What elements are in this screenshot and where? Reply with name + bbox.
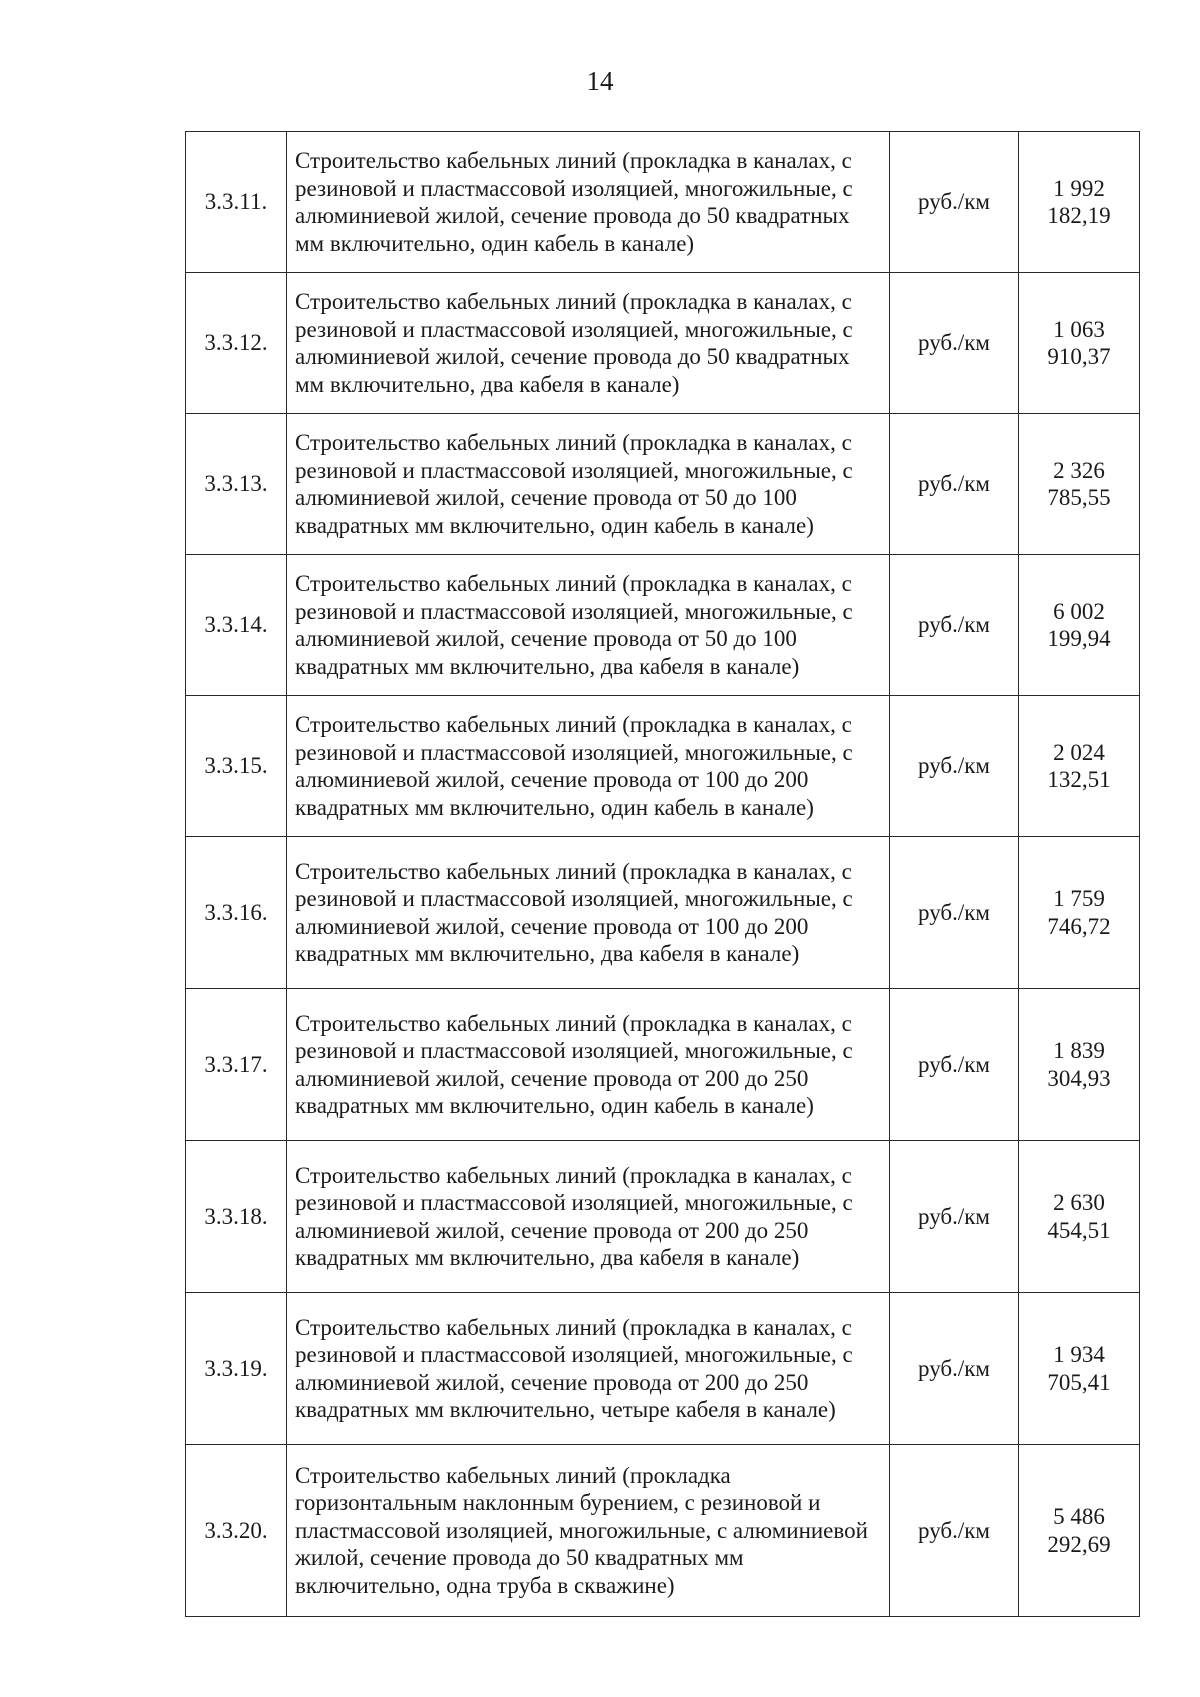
item-description: Строительство кабельных линий (прокладка в каналах, с резиновой и пластмассовой изоляцией, многожильные, с алюминиевой жилой, сечение провода до 50 квадратных мм включительно, два кабеля в канале) bbox=[287, 273, 890, 414]
item-description: Строительство кабельных линий (прокладка в каналах, с резиновой и пластмассовой изоляцией, многожильные, с алюминиевой жилой, сечение провода от 100 до 200 квадратных мм включительно, два кабеля в канале) bbox=[287, 837, 890, 989]
item-unit: руб./км bbox=[890, 273, 1019, 414]
table-row bbox=[186, 989, 1140, 1141]
table-row bbox=[186, 1141, 1140, 1293]
item-description: Строительство кабельных линий (прокладка в каналах, с резиновой и пластмассовой изоляцией, многожильные, с алюминиевой жилой, сечение провода от 50 до 100 квадратных мм включительно, один кабель в канале) bbox=[287, 414, 890, 555]
item-number: 3.3.17. bbox=[186, 989, 287, 1141]
item-unit: руб./км bbox=[890, 837, 1019, 989]
item-description: Строительство кабельных линий (прокладка в каналах, с резиновой и пластмассовой изоляцией, многожильные, с алюминиевой жилой, сечение провода от 100 до 200 квадратных мм включительно, один кабель в канале) bbox=[287, 696, 890, 837]
item-number: 3.3.19. bbox=[186, 1293, 287, 1445]
table-row bbox=[186, 837, 1140, 989]
item-number: 3.3.12. bbox=[186, 273, 287, 414]
item-number: 3.3.11. bbox=[186, 132, 287, 273]
item-number: 3.3.14. bbox=[186, 555, 287, 696]
table-row bbox=[186, 1293, 1140, 1445]
item-unit: руб./км bbox=[890, 1445, 1019, 1617]
item-value: 2 326 785,55 bbox=[1019, 414, 1140, 555]
item-value: 2 630 454,51 bbox=[1019, 1141, 1140, 1293]
item-value: 6 002 199,94 bbox=[1019, 555, 1140, 696]
item-value: 1 759 746,72 bbox=[1019, 837, 1140, 989]
item-unit: руб./км bbox=[890, 696, 1019, 837]
page-number: 14 bbox=[586, 66, 614, 96]
table-row bbox=[186, 696, 1140, 837]
rates-table bbox=[185, 131, 1140, 1617]
item-value: 1 063 910,37 bbox=[1019, 273, 1140, 414]
item-unit: руб./км bbox=[890, 1293, 1019, 1445]
item-description: Строительство кабельных линий (прокладка в каналах, с резиновой и пластмассовой изоляцией, многожильные, с алюминиевой жилой, сечение провода от 200 до 250 квадратных мм включительно, два кабеля в канале) bbox=[287, 1141, 890, 1293]
item-unit: руб./км bbox=[890, 1141, 1019, 1293]
item-number: 3.3.15. bbox=[186, 696, 287, 837]
item-unit: руб./км bbox=[890, 132, 1019, 273]
item-unit: руб./км bbox=[890, 989, 1019, 1141]
item-description: Строительство кабельных линий (прокладка горизонтальным наклонным бурением, с резиновой и пластмассовой изоляцией, многожильные, с алюминиевой жилой, сечение провода до 50 квадратных мм включительно, одна труба в скважине) bbox=[287, 1445, 890, 1617]
item-unit: руб./км bbox=[890, 414, 1019, 555]
item-description: Строительство кабельных линий (прокладка в каналах, с резиновой и пластмассовой изоляцией, многожильные, с алюминиевой жилой, сечение провода до 50 квадратных мм включительно, один кабель в канале) bbox=[287, 132, 890, 273]
table-row bbox=[186, 273, 1140, 414]
item-value: 1 839 304,93 bbox=[1019, 989, 1140, 1141]
table-row bbox=[186, 555, 1140, 696]
item-number: 3.3.18. bbox=[186, 1141, 287, 1293]
item-value: 5 486 292,69 bbox=[1019, 1445, 1140, 1617]
item-description: Строительство кабельных линий (прокладка в каналах, с резиновой и пластмассовой изоляцией, многожильные, с алюминиевой жилой, сечение провода от 200 до 250 квадратных мм включительно, один кабель в канале) bbox=[287, 989, 890, 1141]
item-number: 3.3.13. bbox=[186, 414, 287, 555]
item-number: 3.3.20. bbox=[186, 1445, 287, 1617]
table-row bbox=[186, 132, 1140, 273]
item-value: 1 992 182,19 bbox=[1019, 132, 1140, 273]
item-number: 3.3.16. bbox=[186, 837, 287, 989]
item-value: 2 024 132,51 bbox=[1019, 696, 1140, 837]
table-row bbox=[186, 414, 1140, 555]
table-row bbox=[186, 1445, 1140, 1617]
item-description: Строительство кабельных линий (прокладка в каналах, с резиновой и пластмассовой изоляцией, многожильные, с алюминиевой жилой, сечение провода от 200 до 250 квадратных мм включительно, четыре кабеля в канале) bbox=[287, 1293, 890, 1445]
item-value: 1 934 705,41 bbox=[1019, 1293, 1140, 1445]
item-unit: руб./км bbox=[890, 555, 1019, 696]
item-description: Строительство кабельных линий (прокладка в каналах, с резиновой и пластмассовой изоляцией, многожильные, с алюминиевой жилой, сечение провода от 50 до 100 квадратных мм включительно, два кабеля в канале) bbox=[287, 555, 890, 696]
